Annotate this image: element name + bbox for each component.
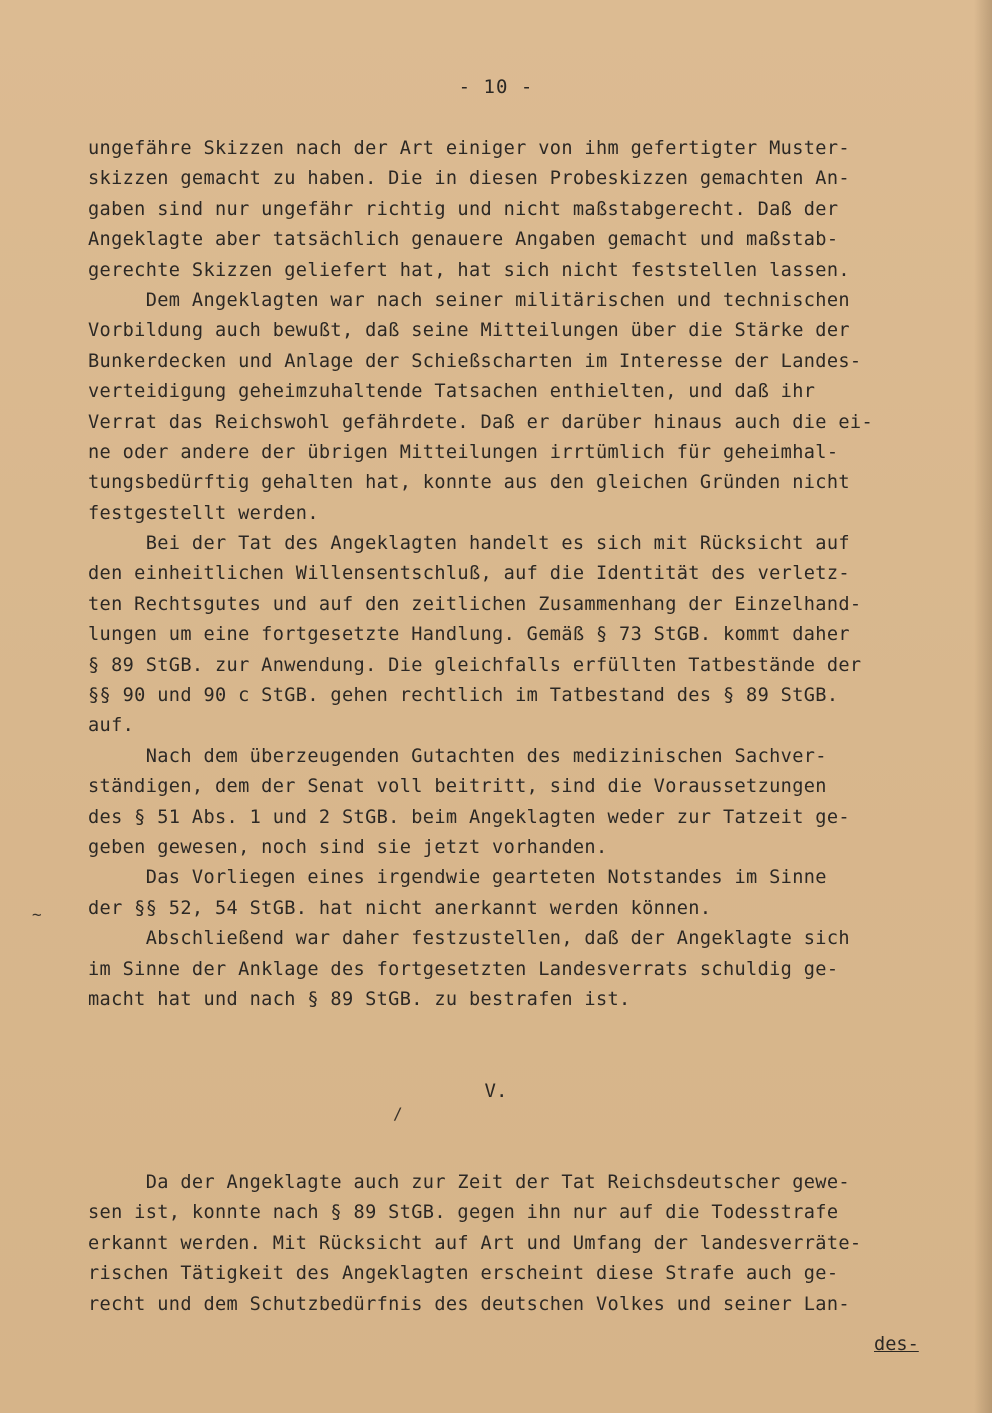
text-line: Bei der Tat des Angeklagten handelt es sich mit Rücksicht auf bbox=[88, 533, 850, 555]
text-line: recht und dem Schutzbedürfnis des deutschen Volkes und seiner Lan- bbox=[88, 1293, 850, 1315]
text-line: Dem Angeklagten war nach seiner militärischen und technischen bbox=[88, 289, 850, 311]
text-line: Angeklagte aber tatsächlich genauere Angaben gemacht und maßstab- bbox=[88, 229, 839, 251]
stray-mark: / bbox=[393, 1104, 403, 1123]
text-line: ten Rechtsgutes und auf den zeitlichen Zusammenhang der Einzelhand- bbox=[88, 593, 862, 615]
text-line: Nach dem überzeugenden Gutachten des medizinischen Sachver- bbox=[88, 745, 827, 767]
text-line: Vorbildung auch bewußt, daß seine Mitteilungen über die Stärke der bbox=[88, 320, 850, 342]
text-line: skizzen gemacht zu haben. Die in diesen Probeskizzen gemachten An- bbox=[88, 168, 850, 190]
text-line: § 89 StGB. zur Anwendung. Die gleichfalls erfüllten Tatbestände der bbox=[88, 654, 862, 676]
text-line: geben gewesen, noch sind sie jetzt vorhanden. bbox=[88, 836, 608, 858]
text-line: ne oder andere der übrigen Mitteilungen irrtümlich für geheimhal- bbox=[88, 441, 839, 463]
text-line: Bunkerdecken und Anlage der Schießscharten im Interesse der Landes- bbox=[88, 350, 862, 372]
page-edge-shadow bbox=[974, 0, 992, 1413]
section-v-text-block bbox=[88, 1168, 918, 1320]
text-line: macht hat und nach § 89 StGB. zu bestrafen ist. bbox=[88, 988, 631, 1010]
main-text-block bbox=[88, 134, 918, 1015]
text-line: festgestellt werden. bbox=[88, 502, 319, 524]
section-heading: V. bbox=[484, 1080, 508, 1102]
page-number: - 10 - bbox=[458, 76, 534, 98]
text-line: den einheitlichen Willensentschluß, auf die Identität des verletz- bbox=[88, 563, 850, 585]
text-line: im Sinne der Anklage des fortgesetzten Landesverrats schuldig ge- bbox=[88, 958, 839, 980]
text-line: lungen um eine fortgesetzte Handlung. Gemäß § 73 StGB. kommt daher bbox=[88, 624, 850, 646]
text-line: der §§ 52, 54 StGB. hat nicht anerkannt werden können. bbox=[88, 897, 712, 919]
text-line: rischen Tätigkeit des Angeklagten erscheint diese Strafe auch ge- bbox=[88, 1263, 839, 1285]
text-line: gaben sind nur ungefähr richtig und nicht maßstabgerecht. Daß der bbox=[88, 198, 839, 220]
text-line: Abschließend war daher festzustellen, daß der Angeklagte sich bbox=[88, 928, 850, 950]
margin-mark: ~ bbox=[32, 905, 42, 924]
text-line: Da der Angeklagte auch zur Zeit der Tat Reichsdeutscher gewe- bbox=[88, 1172, 850, 1193]
text-line: sen ist, konnte nach § 89 StGB. gegen ihn nur auf die Todesstrafe bbox=[88, 1202, 839, 1224]
text-line: Verrat das Reichswohl gefährdete. Daß er darüber hinaus auch die ei- bbox=[88, 411, 874, 433]
text-line: verteidigung geheimzuhaltende Tatsachen enthielten, und daß ihr bbox=[88, 381, 816, 403]
text-line: §§ 90 und 90 c StGB. gehen rechtlich im Tatbestand des § 89 StGB. bbox=[88, 685, 839, 707]
text-line: erkannt werden. Mit Rücksicht auf Art und Umfang der landesverräte- bbox=[88, 1232, 862, 1254]
text-line: ungefähre Skizzen nach der Art einiger von ihm gefertigter Muster- bbox=[88, 138, 850, 159]
text-line: ständigen, dem der Senat voll beitritt, sind die Voraussetzungen bbox=[88, 776, 827, 798]
catchword: des- bbox=[874, 1334, 919, 1355]
text-line: des § 51 Abs. 1 und 2 StGB. beim Angeklagten weder zur Tatzeit ge- bbox=[88, 806, 850, 828]
text-line: auf. bbox=[88, 715, 135, 737]
text-line: tungsbedürftig gehalten hat, konnte aus den gleichen Gründen nicht bbox=[88, 472, 850, 494]
text-line: Das Vorliegen eines irgendwie gearteten Notstandes im Sinne bbox=[88, 867, 827, 889]
text-line: gerechte Skizzen geliefert hat, hat sich nicht feststellen lassen. bbox=[88, 259, 850, 281]
